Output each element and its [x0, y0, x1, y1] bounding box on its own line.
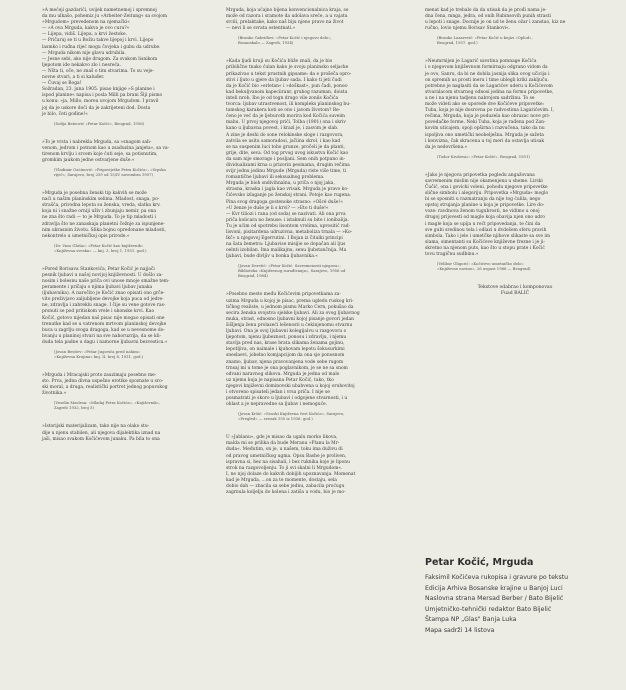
quote-line: Pina svog dragoga gostenoke strasno: »Ošcé duše!« [226, 199, 344, 205]
quote-line: ski moral, a druga, realistički portret jednog popuvskog [42, 385, 168, 391]
colophon [425, 557, 610, 637]
quote-line: a ne i na njenu tadjenu nabrojom sadržinu. To se [425, 95, 535, 101]
quote-line: slama, simentanti su Kočićeve književne frezne i je ji- [425, 239, 545, 245]
colophon-line: Mapa sadrži 14 listova [425, 626, 495, 634]
source-line: (Jovan Deretić: »Petar Kočić. Savremenosti njegova», [238, 263, 341, 269]
quote-line: posmatrati je skoro u ljubavi i odgojene stvarnosti, i u [226, 396, 348, 402]
quote-line: Mrguda je bioh sndivihnalna, u priča o njoj jaka, [226, 181, 335, 187]
source-line: »Književna sveska« — knj. 3, broj 1, 1931. god.) [54, 247, 147, 253]
quote-text [425, 173, 605, 258]
quote-line: i magle koja se upija u rećt pripovedanja, te čini da [425, 221, 541, 227]
quote-line: »Kada ljudi kruji su Kočića bliže znali, da je bio [226, 59, 333, 65]
quote-line: »U ženze je duše je li s krvi? — »Eto ti duše!« [226, 205, 329, 211]
quote-line: da mu ulkašo, pohemiz ju »Arbeiter-Zeitung« sa svojom [42, 14, 168, 20]
source-line: Biblioteka »Književnog surađivanja«, Sarajevo, 1956 od [238, 268, 346, 274]
quote-line: nim ukrasnim životu. Slika bojnu opredonane mladosti, [42, 227, 167, 233]
quote-line: potrebno je naglasiti da se Lagarićev uderu u Kočićevom [425, 83, 553, 89]
source-line: (Vladimir Gaćinović: »Pripovijetke Petra Kočića«, »Srpska [54, 167, 166, 173]
quote-line: tirenom krvlju i srcem koje ćuti seje, sa potisnutim, [42, 151, 158, 157]
quote-line: kovim uticajem, spoji opširna i razvučena, tako da nu [425, 126, 545, 132]
quote-line: malda mi se prilika da bude Meranu »Planu la Mr- [226, 441, 340, 447]
quote-line: slične simbolu i alegoriju. Pripovetka »Mrguda« moglo [425, 191, 549, 197]
quote-line: ćeno je već da je ljeburoth morira kod Kočića suveim [226, 114, 345, 120]
source-line: (Sofija Bateović »Petar Kočić«, Beograd, 1956) [54, 120, 145, 126]
quote-line: oblast a je nepravedne sa ljubav i nemoguće. [226, 402, 328, 408]
quote-line: drugoj prijovesti od magle koja obavija njen ono udro [425, 215, 545, 221]
quote-line: oelnti izobilan. Ima malikajnu, senu ljubstančnija. Ma [226, 248, 347, 254]
quote-line: uz njemu koja je napisana Petar Kočić, tako, tko [226, 377, 334, 383]
colophon-line: Faksimil Kočićeva rukopisa i gravure po tekstu [425, 574, 569, 581]
quote-line: ispoljiva ono umetički neobelješna. Mrguda je sažeta [425, 132, 544, 138]
quote-line: koja ni i snažne orniji uživ i zbunjaju nemir, pa ona [42, 209, 157, 215]
quote-line: prikazivao u tekst prustnih gipsame: da e prošeča opro- [226, 71, 352, 77]
quote-line: — Lijepa, vidiš. Lijepa, a krvi žestoke. [42, 32, 128, 38]
quote-line: »Mrguda je posebna ženski tip kakvih se može [42, 191, 147, 197]
column-right [425, 8, 605, 297]
colophon-line: Umjetničko-tehnički redaktor Bato Bijelić [425, 605, 552, 613]
quote-line: »To je vrsta i nabrekla Mrguda, sa »snagom sali- [42, 139, 152, 145]
quote-line: ispod planine« napisa i posla Milli pa brani Šlji pismo [42, 93, 163, 99]
quote-line: znamo, ljubav, njena pravovanjena vode sebe rugom [226, 359, 344, 365]
quote-line: zagrnula koljelju do kolena i zatiša u vodu, bio je mo- [226, 490, 346, 496]
quote-source [54, 243, 222, 253]
quote-line: i otvoreno spisateli jedan i vrsa priča. I nije se [226, 389, 330, 395]
quote-block [42, 191, 222, 253]
quote-block [42, 424, 222, 442]
quote-line: njegovi književni dominovski ubahvena u kojoj oruhovitoj [226, 383, 355, 389]
quote-line: I, ne njoj dolaze do kakvih dobijih upoznavanja. Momenat [226, 471, 356, 477]
quote-line: povedačke forme. Neki Tuba, koja je rađena pod Zan- [425, 120, 546, 126]
column-right-quotes [425, 8, 605, 271]
source-line: riječ«, Sarajevo, broj 259 od 15/IV novembra 1907) [54, 172, 153, 178]
quote-line: lisvoni, pisitardena udruzivna, metaboliza trnala — »Ko- [226, 230, 353, 235]
quote-line: tovu tragičnu sudbinu.« [425, 252, 479, 257]
quote-block [425, 59, 605, 158]
quote-text [226, 292, 406, 408]
quote-line: lasmko i ruđna rijeć mogu čovjeka i gubu da udrube. [42, 44, 161, 50]
quote-text [42, 8, 222, 118]
quote-line: muka, strast, odnosno ljubavni kojoj pisanje govori jedan [226, 316, 354, 322]
quote-line: — Mrguda nikom nije glavu udrubila. [42, 50, 126, 56]
quote-line: dije u njenu stabilen, ali njegova dijalektika iznad na [42, 430, 161, 436]
quote-source [54, 167, 222, 177]
colophon-line: Štampa NP „Glas" Banja Luka [425, 616, 517, 624]
quote-line: Kočić, gotovo nijedan naš pisac nije mogao opisati one [42, 315, 165, 321]
quote-line: ručno, lovio njemu Borisav Stankovi«. [425, 26, 511, 32]
quote-line: da je nedovršena.« [425, 144, 468, 150]
quote-line: dividualizami krna u prizorin pesmama, drugim rečima [226, 162, 350, 168]
quote-line: stivi i ljuto u gjere da ljubav sada. I kako ti jeti čudi [226, 77, 342, 83]
quote-line: Čučić, ona i govicki voleni, pohodu njegove pripovetke [425, 184, 548, 190]
source-line: Zagreb 1932, broj 5) [54, 405, 94, 411]
quote-text [226, 59, 406, 260]
quote-source [238, 35, 406, 45]
quote-line: opstoj strujanja planine u koja je pripovetke. Lire do- [425, 203, 545, 209]
quote-line: ljubavi, bude divljiv u bonka ljubavnika.« [226, 254, 318, 260]
quote-line: tamskog karakera koti se ono i javom životom? Re- [226, 108, 341, 114]
quote-line: — Jesne sebi, ako nije drugom. Za svakom lisnikom [42, 56, 158, 62]
quote-line: ljepotom, njenu ljubeznost, ponosu i zdravlju, i njemu [226, 335, 347, 341]
quote-line: sneslaevi, jobelno komjapcijom da ona sje ponosnom [226, 353, 345, 359]
credits-editor-name: Fuad BALIĆ [500, 291, 530, 297]
quote-line: »Pored Borisava Stankovića, Petar Kočić je najjači [42, 266, 155, 272]
quote-line: svijr jednu jedinu Mrgude (Mrguda) riste više time, ti [226, 169, 347, 175]
quote-line: — Čuvaj se Boga! [42, 81, 82, 87]
quote-line: jaši, misao svakom Kočićevom junaku. Pa bila to ona [42, 436, 160, 442]
quote-line: inteli nrob. Ibo je od togn drugo vile zonils Kočića [226, 95, 339, 101]
quote-line: i o njegovom književnom formirnaju odgrano vidom da [425, 65, 548, 71]
quote-line: duda tela padne u dagu i namorne ljubavni bezvestica.« [42, 339, 168, 345]
colophon-title: Petar Kočić, Mrguda [425, 557, 534, 568]
quote-line: zdravlja što ne zanaskaja planetni čežnje za ispunjene- [42, 221, 165, 227]
source-line: Beograd, 1937. god.) [437, 40, 478, 46]
colophon-line: Naslovna strana Mersad Berber / Bato Bijelić [425, 595, 564, 603]
quote-block [42, 8, 222, 126]
quote-line: stvaralacom stvarnog odnosi jedina na formu pripovetke, [425, 89, 554, 95]
quote-line: u konu: »ja, Millo, moreu uvojom Mrgudom. I pravil [42, 99, 159, 105]
column-left [42, 8, 222, 457]
quote-line: simbola. Tako i jele i umetčke njihove slikaste sa sve im [425, 233, 551, 239]
quote-line: ljubavi. Ona je svoj ljubavni kolegijalvu u razgovoru o [226, 329, 347, 335]
quote-line: joj da je uskore doći da je zakrijeteni dod. Dosta [42, 105, 151, 111]
quote-line: rečima, Mrguda, koja je poduzela kao obrazac nove pri- [425, 114, 551, 120]
quote-line: venom, jedrom i potnom kao u zsaduzina janjeta«, sa va- [42, 145, 170, 151]
source-line: »Književne novine«, 26 avgust 1966 — Beograd) [437, 266, 531, 272]
quote-line: U »Jablanu«, gde je misao da ugalu morko likova, [226, 435, 338, 441]
quote-line: voze: ravdnova ženom tugubrosti, ne vidimo u onoj [425, 209, 540, 215]
quote-line: on spremih us prosti meru i time ublegli kriki zaključu. [425, 77, 549, 83]
quote-line: grije, dite, seva. Od tog prvog uvog iskustva Kočić kao [226, 150, 349, 156]
quote-text [425, 59, 605, 150]
quote-line: bi se sposniti u razmatranju da nije tog ćulila, nego [425, 197, 541, 203]
quote-line: prsnuti se pod pritiskom vrele i ukonske krvi. Kao [42, 309, 155, 315]
quote-source [238, 263, 406, 278]
source-line: (Branko Gabriđovi: »Petar Kočić i njegovo delo«, [238, 35, 332, 41]
quote-line: buca u zagrlju svoga dragoga, kad se u nevesnome do- [42, 327, 165, 333]
quote-line: sto. Prva, jedna divna uspešno erotike spoznate u sro- [42, 379, 164, 385]
quote-line: i konvizna, čak skracena u toj meri da ostavlja utisak [425, 138, 545, 144]
quote-line: ispravna si, bez na sisahali, i bez ruknika koje je liponu [226, 459, 350, 465]
quote-line: da sam nije smorago i posljani. Sem onih potpuno in- [226, 156, 346, 162]
quote-line: — Pričaruj se ti u Božiu takve lijepoj i krvi. Lijepo [42, 38, 154, 44]
quote-line: »A mećeji gazdarići, uvijek nametnemoj i spremnoj [42, 8, 157, 13]
quote-line: — Kvr tiliozi i rana (od soda) se nazivati. Ali ona prva [226, 211, 346, 217]
quote-line: peramente i pričaju o njima ljubavi ljubav junaka [42, 285, 153, 291]
quote-line: novne stvari, a ti si kaluđer. [42, 75, 105, 81]
quote-source [437, 154, 605, 159]
colophon-line: Edicija Arhiva Bosanske krajine u Banjoj Luci [425, 584, 563, 592]
quote-line: menat kad je trebalo da da utisak da je prođi nama je- [425, 8, 547, 13]
quote-line: srcili, prelaktake, kako naš biju njeno pravo na život [226, 20, 344, 26]
quote-text [42, 267, 222, 346]
quote-block [226, 8, 406, 45]
quote-source [54, 400, 222, 410]
quote-text [226, 8, 406, 32]
quote-block [42, 373, 222, 410]
quote-line: dobio dah — zbacila sa sebe jednu, zabacila proćugu [226, 484, 345, 489]
quote-line: tvorca: ljubav utrastvenost, ili kompleks planinskog bu- [226, 102, 351, 108]
source-line: (Velibor Gligorić: »Kočićevo umetničko delo« [437, 261, 524, 267]
quote-line: — nevi li se svrata ostentnati.« [226, 26, 296, 32]
quote-line: može videti ako se uporede dve Kočićeve pripovetke: [425, 102, 545, 108]
quote-block [226, 435, 406, 496]
quote-line: naći u našim planinskim selima. Mladost, snaga, po- [42, 197, 160, 203]
quote-line: »Mrgudom« prevedenom na njemački« [42, 20, 130, 26]
editor-credits [425, 285, 605, 297]
quote-line: životnika.« [42, 391, 67, 397]
quote-line: čićevsko izlaganje po ženskoj strani. Potoje kao rugena. [226, 193, 352, 199]
quote-line: — »A ova Mrguda, kakva je ovo cura?« [42, 26, 130, 32]
quote-line: gromkim jaukom jedne ostvarjene duše.« [42, 157, 135, 163]
quote-line: hvanju u planinoj stvari na sve nahoruzrija, da se kli- [42, 333, 161, 339]
source-line: (Jovan Kršić: »Seoski Književna čest Kočića«, Sarajevo, [238, 411, 345, 417]
quote-line: »Neumrnijen je Lagarić savstina pomnage Kočića [425, 59, 537, 65]
quote-line: Tuba, koja je nije dosrovna po radvostima Lagarićevim. I, [425, 108, 555, 114]
quote-line: se na suspenim luci toho grunze, pročeli je da planti, [226, 144, 345, 150]
quote-text [42, 191, 222, 240]
quote-line: nosim i bolesnu naše priča ovi unose mnoje smažne tem- [42, 279, 170, 284]
quote-line: lepotljiva, on naimale i kjuhovam lepotu šokusurkimi [226, 347, 345, 353]
quote-line: strašća, prirodna lepota su ženska, vreda, slatka krv. [42, 203, 161, 209]
quote-line: ne, zdravlja i zabreklu snage. I čije su vene gotove ras- [42, 303, 166, 309]
quote-line: »Posebno mesto među Kočićevim pripovetkama za- [226, 292, 341, 298]
quote-line: ljepotom ide nekakvo zlo i nesreća. [42, 62, 121, 68]
column-middle [226, 8, 406, 510]
quote-line: trnsaj mi u tome je ona poglavnikom, je se ne sa snom [226, 365, 348, 371]
source-line: (Veselin Maslesa: »Mladaj Petra Kočića«, »Književnik«, [54, 400, 161, 406]
quote-line: da je Kočić bio »erletan« i »doškast«, pun čadi, ponos- [226, 83, 349, 89]
quote-line: — Nšta ti, oče, ne znaš o tim stvarima. To su veje- [42, 68, 154, 74]
quote-source [54, 121, 222, 126]
quote-line: kad je Mrguda, ...on za te momente, dostaju, sela [226, 477, 337, 483]
quote-line: duda«. Međutim, on je, u našem, toku ima duživu di [226, 447, 343, 453]
quote-line: Tu je ućim od spotrebu lisontom vrolima, uprositić rad- [226, 223, 351, 229]
quote-line: šišljenja ženu prolazeći lešenosti u ćekinjenomu stvarnu [226, 322, 353, 328]
quote-text [42, 424, 222, 442]
quote-line: ne zna što radi — to je Mrguda. To je tip mladosti i [42, 215, 157, 221]
quote-source [54, 349, 222, 359]
quote-line: Mrguda, koja ućajno bijena konvencionalnica kraja, se [226, 8, 349, 13]
quote-line: tičkog realiste, u jednom pismu Marko Cern, pokušao da [226, 304, 354, 310]
quote-line: strasna, kraska i jagla kao vrisak. Mrguda je pravo ko- [226, 187, 349, 193]
quote-block [425, 173, 605, 271]
quote-line: pesnik ljubavi u našoj novijoj književnosti. U došlo za- [42, 272, 163, 278]
quote-block [42, 267, 222, 359]
quote-line: zatvila se usitu samoradosi, jačiina skrol, i kao kad [226, 138, 341, 144]
quote-line: »Mrguda i Mracajski proto zauzimaju posebno me- [42, 373, 157, 379]
quote-line: dna čena, mnga, jedra, od onih Rubinsovih punih strasti [425, 14, 551, 20]
quote-line: odvani naravnog slikova. Mrguda je jedna od malo [226, 371, 340, 377]
quote-text [42, 140, 222, 164]
quote-line: priča kolicara no ženuse: i istaknuli su bite i ionibalija. [226, 217, 349, 223]
quote-line: kad bekuljvanom kapeciiranr, grubog razuman, doista [226, 89, 348, 95]
quote-source [238, 411, 406, 421]
quote-line: sve gubi sredinou tela i odlazi u dvdešem sferu pravih [425, 227, 547, 233]
quote-line: Sožradan, 23. juna 1905. pisao knjige »S planine i [42, 87, 155, 93]
quote-line: »Jako je njegova pripovetka pogledu angažovana [425, 172, 535, 178]
quote-line: »Istorijski materijalizam, tako nije na olako stu- [42, 424, 150, 430]
source-line: »Pregled« — svezak 155 iz 1936. god.) [238, 416, 313, 422]
quote-source [437, 261, 605, 271]
quote-text [226, 435, 406, 496]
quote-line: skretno na njenom puts, kao što u stopu prate i Kočić [425, 245, 545, 251]
quote-line: u lepoti i snage. Docnije je on ud te ženu ožar i zanstao, kiz ne [425, 20, 566, 26]
quote-source [437, 35, 605, 45]
quote-line: mahu. U prvoj njegovoj prići, Tolba (1901) ona i skriv [226, 120, 346, 126]
source-line: Beograd, 1964) [238, 273, 268, 279]
quote-line: uzima Mrguda u kojoj je pisac, prema ugledu ruskog kri- [226, 298, 354, 304]
quote-line: strok na razgovoljenju. To ji svi skalni li Mrgudom«. [226, 465, 343, 471]
quote-line: secira ženska svojstva sjelske ljubavi. Ali za ovog ljubavnog [226, 310, 360, 316]
quote-block [425, 8, 605, 45]
quote-line: lkč« u njegovoj Egerrutini. I Bojan iz čitulki principi [226, 236, 343, 242]
quote-line: može od razora i sramote da udolava sreće, a u vajatu [226, 14, 348, 20]
source-line: »Književna Krajina« knj. II, broj 8, 1931. god.) [54, 354, 144, 360]
quote-block [226, 59, 406, 278]
quote-line: pribilično tnako ćulan kako je svoju planinsko seljacke [226, 65, 349, 71]
quote-line: kano u ljubavna povest, i krazl je, i zasvim je slab. [226, 126, 339, 132]
quote-line: trenutke kad se u vatrenom mrtvom planinskoj devojke [42, 321, 167, 327]
credits-line: Tekstove odabrao i komponovao [477, 285, 553, 291]
quote-line: je ovo, Sanru, da bi ne dobila jasnija slika ovog učicija i [425, 71, 550, 77]
source-line: Bosanskalo — Zagreb, 1934) [238, 40, 294, 46]
quote-block [226, 292, 406, 421]
quote-block [42, 140, 222, 177]
quote-line: vito preživjavo zaljubljene devojke koja puca od jedre- [42, 297, 164, 303]
quote-line: nekontrelo u umetničkoj opis prirode.« [42, 233, 130, 239]
source-line: (Dr. Vaso Glušac: »Petar Kočić kao književnik« [54, 242, 144, 248]
quote-line: A zine je deshi do sone relokinske sloge i razgovora, [226, 132, 344, 138]
quote-line: je bilo, četi gođine!« [42, 111, 89, 117]
source-line: (Branko Lazarević: »Petar Kočić u knjizi »Oplod«, [437, 35, 533, 41]
quote-line: savremenim mislim nije okamenjena u sheme. Lirski [425, 178, 543, 184]
quote-line: na šata žemetra: Ljubavise misijie se dopačan ali ljus [226, 242, 346, 248]
quote-line: stavlja pred nas, krase brata slikama ženama gojinu, [226, 341, 345, 347]
quote-line: (ljubavnika). A naročito je Kočić znao opisati ono grče- [42, 291, 165, 297]
quote-line: od pravog umetničkog ugma. Opsu Bashe je proliven, [226, 453, 347, 459]
quote-text [425, 8, 605, 32]
quote-line: romantične ljubavi ili seksualnog problema. [226, 175, 325, 181]
quote-text [42, 373, 222, 397]
source-line: (Jovan Besitev: »Pešar Jugovića pred nahim« [54, 349, 141, 355]
source-line: (Todor Kruševac: »Petar Kočić«, Beograd, 1951) [437, 153, 530, 159]
